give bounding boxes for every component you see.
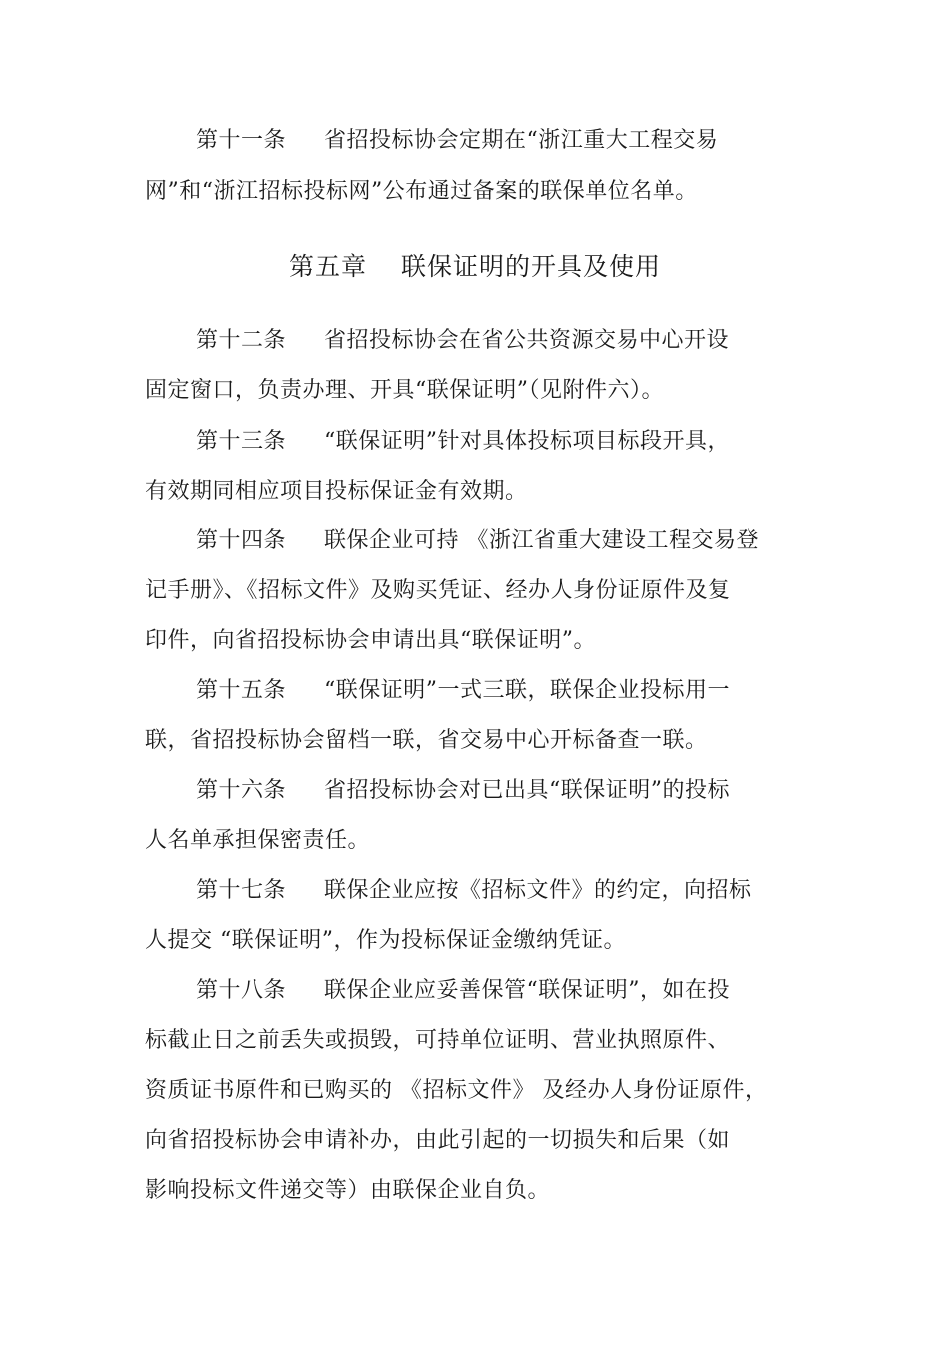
article-15-line-1 — [196, 677, 730, 705]
article-number: 第十三条 — [196, 429, 287, 454]
article-18-line-5: 影响投标文件递交等）由联保企业自负。 — [145, 1178, 551, 1203]
article-12-line-1 — [196, 327, 729, 355]
article-text: “联保证明”针对具体投标项目标段开具， — [324, 429, 730, 454]
article-15-line-2: 联，省招投标协会留档一联，省交易中心开标备查一联。 — [145, 728, 708, 753]
article-11-line-1 — [196, 127, 718, 155]
article-18-line-4: 向省招投标协会申请补办，由此引起的一切损失和后果（如 — [145, 1128, 731, 1153]
article-14-line-3: 印件，向省招投标协会申请出具“联保证明”。 — [145, 628, 596, 653]
article-14-line-1 — [196, 527, 759, 555]
article-number: 第十六条 — [196, 778, 287, 803]
article-text: 省招投标协会对已出具“联保证明”的投标 — [324, 778, 730, 803]
article-17-line-2: 人提交 “联保证明”，作为投标保证金缴纳凭证。 — [145, 928, 626, 953]
chapter-number: 第五章 — [288, 252, 367, 281]
article-text: “联保证明”一式三联，联保企业投标用一 — [324, 678, 730, 703]
article-number: 第十一条 — [196, 128, 287, 153]
article-17-line-1 — [196, 877, 752, 905]
article-number: 第十八条 — [196, 978, 287, 1003]
article-number: 第十四条 — [196, 528, 287, 553]
article-16-line-2: 人名单承担保密责任。 — [145, 828, 371, 853]
article-text: 联保企业应按《招标文件》的约定，向招标 — [324, 878, 752, 903]
article-number: 第十五条 — [196, 678, 287, 703]
article-number: 第十七条 — [196, 878, 287, 903]
chapter-heading — [0, 251, 950, 283]
article-12-line-2: 固定窗口，负责办理、开具“联保证明”（见附件六）。 — [145, 378, 664, 403]
article-number: 第十二条 — [196, 328, 287, 353]
chapter-title: 联保证明的开具及使用 — [401, 252, 662, 281]
article-13-line-2: 有效期同相应项目投标保证金有效期。 — [145, 479, 528, 504]
article-18-line-3: 资质证书原件和已购买的 《招标文件》 及经办人身份证原件， — [145, 1078, 768, 1103]
article-18-line-2: 标截止日之前丢失或损毁，可持单位证明、营业执照原件、 — [145, 1028, 731, 1053]
article-text: 省招投标协会在省公共资源交易中心开设 — [324, 328, 730, 353]
article-13-line-1 — [196, 428, 730, 456]
article-text: 联保企业应妥善保管“联保证明”，如在投 — [324, 978, 730, 1003]
article-18-line-1 — [196, 977, 730, 1005]
article-text: 联保企业可持 《浙江省重大建设工程交易登 — [324, 528, 759, 553]
article-16-line-1 — [196, 777, 730, 805]
article-14-line-2: 记手册》、《招标文件》及购买凭证、经办人身份证原件及复 — [145, 578, 731, 603]
article-11-line-2: 网”和“浙江招标投标网”公布通过备案的联保单位名单。 — [145, 179, 698, 204]
article-text: 省招投标协会定期在“浙江重大工程交易 — [324, 128, 719, 153]
